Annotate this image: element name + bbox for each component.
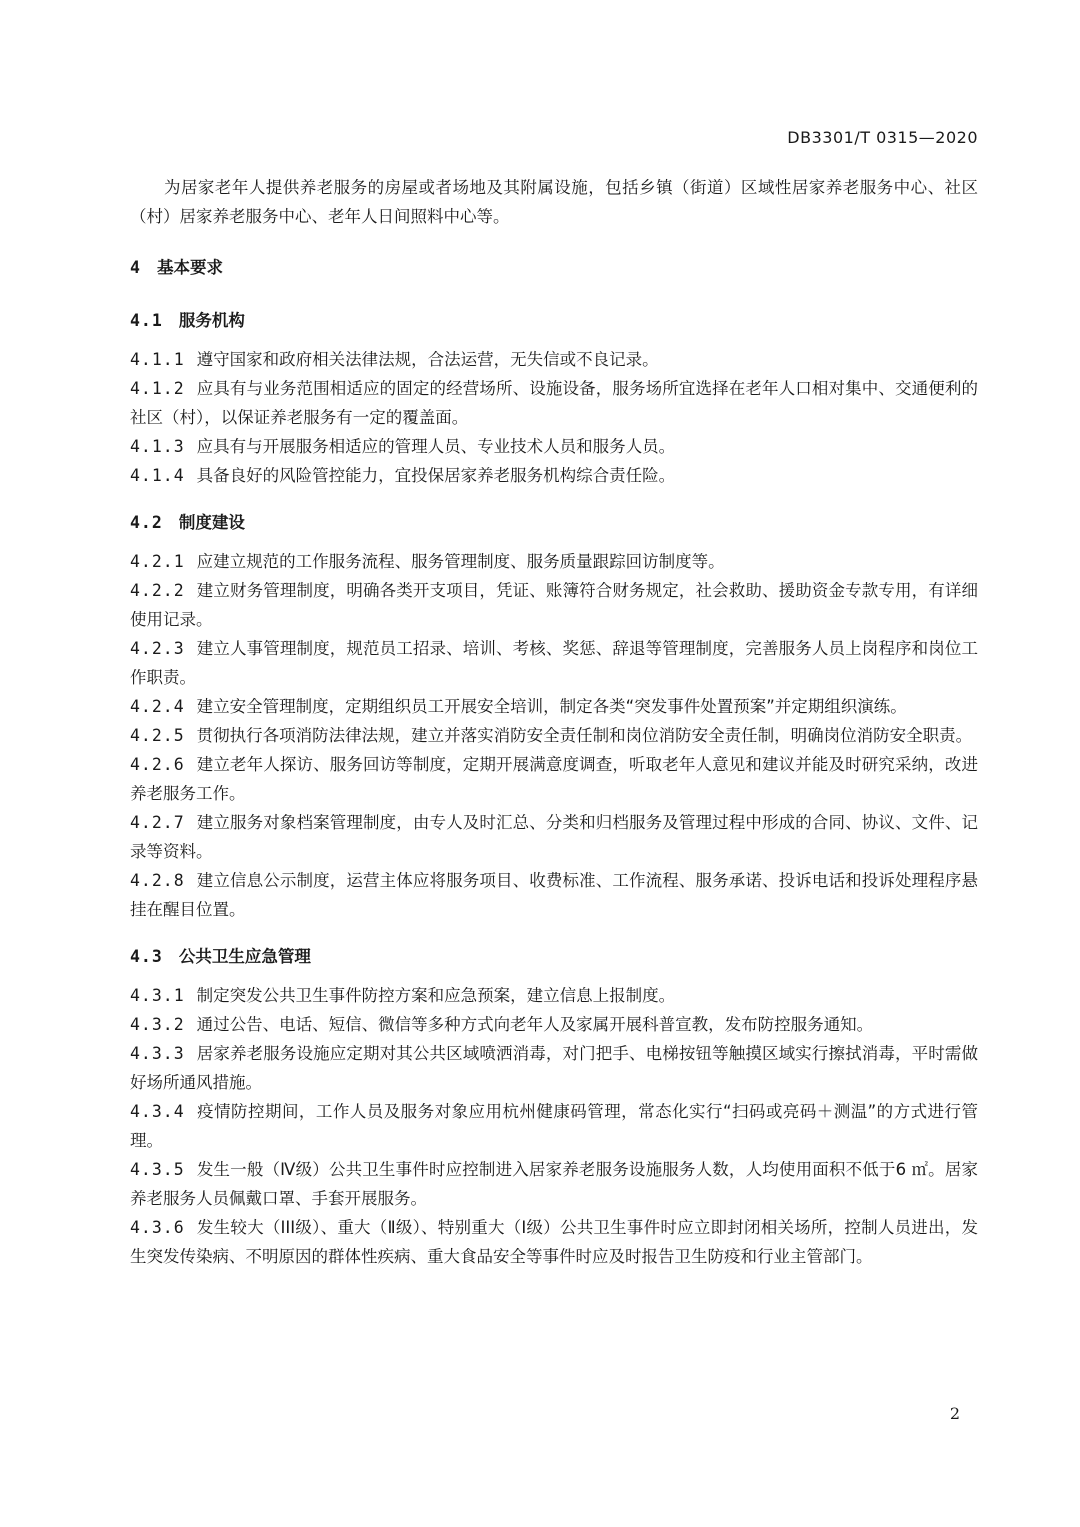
clause-number: 4.2.3 [130, 639, 185, 658]
section-number: 4.3 [130, 947, 163, 966]
clause-number: 4.2.4 [130, 697, 185, 716]
clause-4-2-2 [130, 576, 978, 634]
clause-number: 4.3.4 [130, 1102, 185, 1121]
clause-number: 4.1.4 [130, 466, 185, 485]
clause-text: 建立人事管理制度，规范员工招录、培训、考核、奖惩、辞退等管理制度，完善服务人员上岗程序和岗位工作职责。 [130, 639, 978, 687]
clause-text: 建立服务对象档案管理制度，由专人及时汇总、分类和归档服务及管理过程中形成的合同、协议、文件、记录等资料。 [130, 813, 978, 861]
document-code: DB3301/T 0315—2020 [787, 128, 978, 147]
clause-number: 4.1.3 [130, 437, 185, 456]
clause-text: 居家养老服务设施应定期对其公共区域喷洒消毒，对门把手、电梯按钮等触摸区域实行擦拭消毒，平时需做好场所通风措施。 [130, 1044, 978, 1092]
clause-4-3-2 [130, 1010, 978, 1039]
clause-4-2-3 [130, 634, 978, 692]
clause-text: 建立老年人探访、服务回访等制度，定期开展满意度调查，听取老年人意见和建议并能及时研究采纳，改进养老服务工作。 [130, 755, 978, 803]
clause-text: 具备良好的风险管控能力，宜投保居家养老服务机构综合责任险。 [196, 466, 676, 485]
clause-text: 遵守国家和政府相关法律法规，合法运营，无失信或不良记录。 [196, 350, 659, 369]
clause-4-2-8 [130, 866, 978, 924]
page-number: 2 [949, 1404, 960, 1423]
section-number: 4.2 [130, 513, 163, 532]
clause-number: 4.2.6 [130, 755, 185, 774]
clause-text: 制定突发公共卫生事件防控方案和应急预案，建立信息上报制度。 [196, 986, 676, 1005]
section-heading-4-2 [130, 508, 978, 537]
clause-number: 4.3.5 [130, 1160, 185, 1179]
document-body [130, 173, 978, 1271]
clause-4-2-6 [130, 750, 978, 808]
clause-text: 通过公告、电话、短信、微信等多种方式向老年人及家属开展科普宣教，发布防控服务通知。 [196, 1015, 874, 1034]
clause-text: 疫情防控期间，工作人员及服务对象应用杭州健康码管理，常态化实行“扫码或亮码＋测温”的方式进行管理。 [130, 1102, 978, 1150]
clause-number: 4.1.1 [130, 350, 185, 369]
section-heading-4-3 [130, 942, 978, 971]
clause-number: 4.2.1 [130, 552, 185, 571]
clause-4-1-3 [130, 432, 978, 461]
clause-number: 4.2.8 [130, 871, 185, 890]
clause-text: 贯彻执行各项消防法律法规，建立并落实消防安全责任制和岗位消防安全责任制，明确岗位消防安全职责。 [196, 726, 973, 745]
clause-text: 建立信息公示制度，运营主体应将服务项目、收费标准、工作流程、服务承诺、投诉电话和投诉处理程序悬挂在醒目位置。 [130, 871, 978, 919]
clause-4-3-3 [130, 1039, 978, 1097]
clause-4-3-6 [130, 1213, 978, 1271]
clause-number: 4.2.5 [130, 726, 185, 745]
clause-text: 应建立规范的工作服务流程、服务管理制度、服务质量跟踪回访制度等。 [196, 552, 725, 571]
clause-4-2-5 [130, 721, 978, 750]
clause-4-1-2 [130, 374, 978, 432]
section-title: 服务机构 [178, 311, 245, 330]
clause-text: 应具有与业务范围相适应的固定的经营场所、设施设备，服务场所宜选择在老年人口相对集中、交通便利的社区（村），以保证养老服务有一定的覆盖面。 [130, 379, 978, 427]
clause-4-3-5 [130, 1155, 978, 1213]
clause-number: 4.3.1 [130, 986, 185, 1005]
clause-number: 4.3.6 [130, 1218, 185, 1237]
clause-4-1-4 [130, 461, 978, 490]
section-title: 制度建设 [178, 513, 245, 532]
clause-4-2-1 [130, 547, 978, 576]
clause-text: 应具有与开展服务相适应的管理人员、专业技术人员和服务人员。 [196, 437, 676, 456]
intro-paragraph: 为居家老年人提供养老服务的房屋或者场地及其附属设施，包括乡镇（街道）区域性居家养老服务中心、社区（村）居家养老服务中心、老年人日间照料中心等。 [130, 178, 978, 226]
chapter-number: 4 [130, 258, 141, 277]
chapter-title: 基本要求 [156, 258, 223, 277]
clause-text: 发生一般（Ⅳ级）公共卫生事件时应控制进入居家养老服务设施服务人数，人均使用面积不低于6 ㎡。居家养老服务人员佩戴口罩、手套开展服务。 [130, 1160, 978, 1208]
clause-4-1-1 [130, 345, 978, 374]
clause-number: 4.2.2 [130, 581, 185, 600]
clause-number: 4.3.2 [130, 1015, 185, 1034]
clause-text: 建立安全管理制度，定期组织员工开展安全培训，制定各类“突发事件处置预案”并定期组织演练。 [196, 697, 907, 716]
clause-4-2-4 [130, 692, 978, 721]
section-number: 4.1 [130, 311, 163, 330]
clause-text: 发生较大（III级）、重大（Ⅱ级）、特别重大（Ⅰ级）公共卫生事件时应立即封闭相关场所，控制人员进出，发生突发传染病、不明原因的群体性疾病、重大食品安全等事件时应及时报告卫生防疫和行业主管部门。 [130, 1218, 978, 1266]
section-heading-4-1 [130, 306, 978, 335]
clause-text: 建立财务管理制度，明确各类开支项目，凭证、账簿符合财务规定，社会救助、援助资金专款专用，有详细使用记录。 [130, 581, 978, 629]
section-title: 公共卫生应急管理 [178, 947, 311, 966]
clause-number: 4.1.2 [130, 379, 185, 398]
chapter-heading [130, 253, 978, 282]
clause-number: 4.2.7 [130, 813, 185, 832]
clause-4-3-4 [130, 1097, 978, 1155]
clause-number: 4.3.3 [130, 1044, 185, 1063]
clause-4-3-1 [130, 981, 978, 1010]
clause-4-2-7 [130, 808, 978, 866]
